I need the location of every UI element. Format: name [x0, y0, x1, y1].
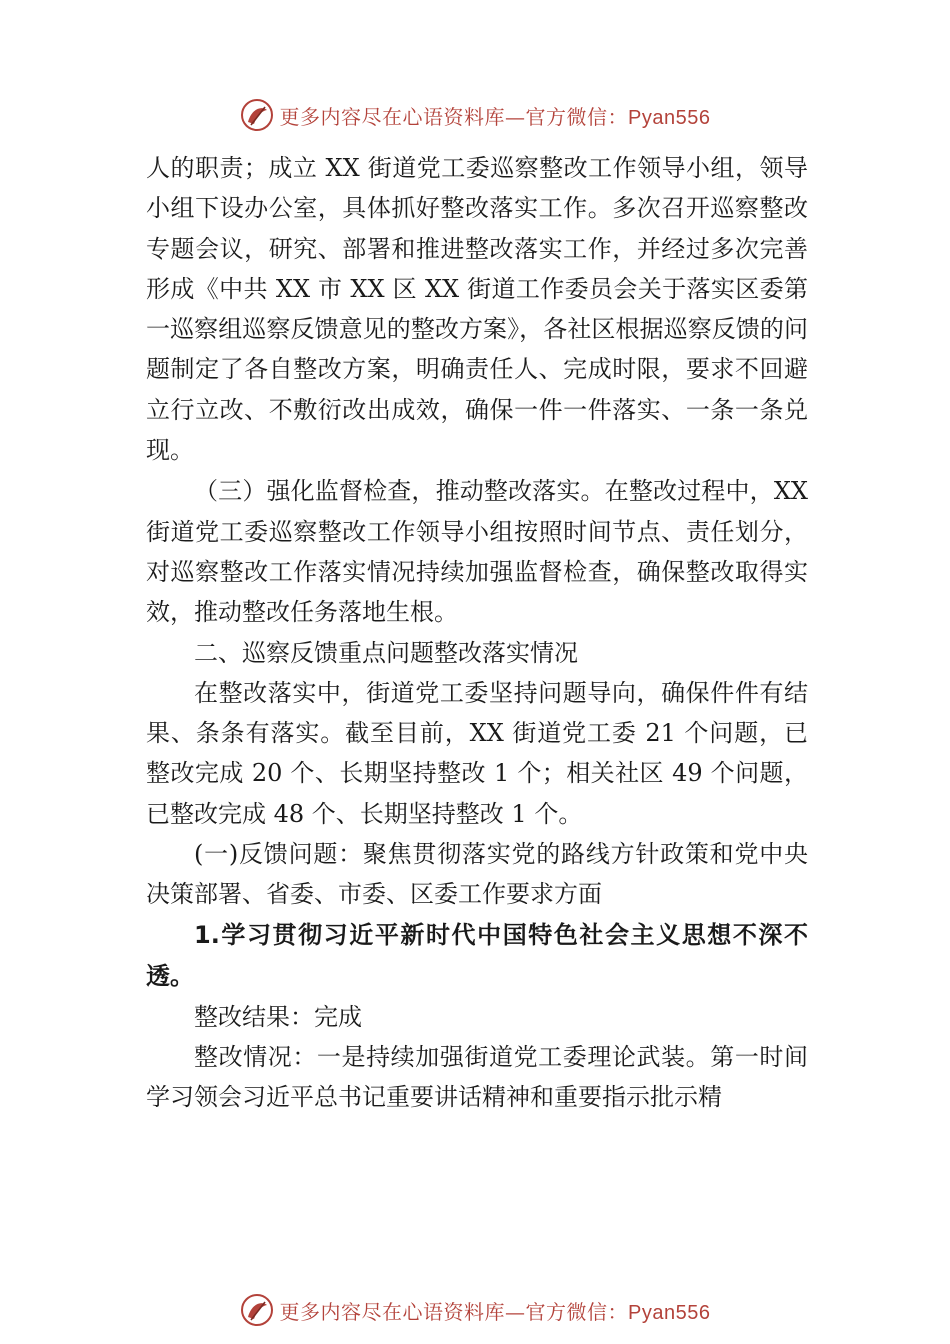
header-watermark-banner [0, 95, 950, 135]
footer-watermark-banner [0, 1290, 950, 1330]
brand-logo-icon [240, 98, 274, 132]
banner-text-cn: 更多内容尽在心语资料库—官方微信： [279, 104, 629, 129]
banner-text [280, 1296, 711, 1325]
banner-text [280, 101, 711, 130]
paragraph-4: 在整改落实中，街道党工委坚持问题导向，确保件件有结果、条条有落实。截至目前，XX 街道党工委 21 个问题，已整改完成 20 个、长期坚持整改 1 个；相关社区 49 个问题，已整改完成 48 个、长期坚持整改 1 个。 [146, 678, 808, 828]
banner-text-en: Pyan556 [628, 1301, 711, 1324]
section-heading-2: 二、巡察反馈重点问题整改落实情况 [194, 638, 578, 667]
banner-text-cn: 更多内容尽在心语资料库—官方微信： [279, 1299, 629, 1324]
paragraph-5: (一)反馈问题：聚焦贯彻落实党的路线方针政策和党中央决策部署、省委、市委、区委工作要求方面 [146, 840, 808, 909]
document-body [146, 148, 808, 1118]
banner-text-en: Pyan556 [628, 106, 711, 129]
rectification-status: 整改情况：一是持续加强街道党工委理论武装。第一时间学习领会习近平总书记重要讲话精神和重要指示批示精 [146, 1042, 808, 1112]
brand-logo-icon [240, 1293, 274, 1327]
rectification-result: 整改结果：完成 [194, 1002, 362, 1031]
paragraph-1: 人的职责；成立 XX 街道党工委巡察整改工作领导小组，领导小组下设办公室，具体抓好整改落实工作。多次召开巡察整改专题会议，研究、部署和推进整改落实工作，并经过多次完善形成《中共 XX 市 XX 区 XX 街道工作委员会关于落实区委第一巡察组巡察反馈意见的整改方案》，各社区根据巡察反馈的问题制定了各自整改方案，明确责任人、完成时限，要求不回避立行立改、不敷衍改出成效，确保一件一件落实、一条一条兑现。 [146, 154, 808, 465]
paragraph-2: （三）强化监督检查，推动整改落实。在整改过程中，XX 街道党工委巡察整改工作领导小组按照时间节点、责任划分，对巡察整改工作落实情况持续加强监督检查，确保整改取得实效，推动整改任务落地生根。 [146, 477, 808, 627]
bold-heading-1: 1.学习贯彻习近平新时代中国特色社会主义思想不深不透。 [146, 920, 808, 990]
